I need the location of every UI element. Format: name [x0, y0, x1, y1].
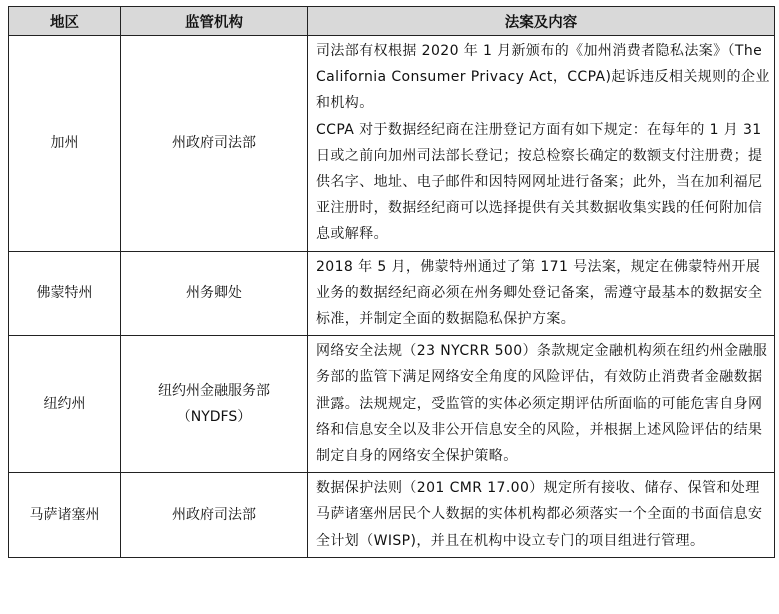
content-paragraph: 2018 年 5 月，佛蒙特州通过了第 171 号法案，规定在佛蒙特州开展业务的数据经纪商必须在州务卿处登记备案，需遵守最基本的数据安全标准，并制定全面的数据隐私保护方案。 [316, 258, 763, 328]
agency-cell: 州政府司法部 [121, 36, 308, 252]
region-cell: 纽约州 [9, 336, 121, 473]
content-cell [308, 251, 775, 336]
region-cell: 马萨诸塞州 [9, 473, 121, 558]
agency-cell: 州务卿处 [121, 251, 308, 336]
content-paragraph: 司法部有权根据 2020 年 1 月新颁布的《加州消费者隐私法案》（The California Consumer Privacy Act，CCPA)起诉违反相关规则的企业和机构。 [316, 43, 770, 112]
content-paragraph: 数据保护法则（201 CMR 17.00）规定所有接收、储存、保管和处理马萨诸塞州居民个人数据的实体机构都必须落实一个全面的书面信息安全计划（WISP)，并且在机构中设立专门的项目组进行管理。 [316, 480, 763, 549]
header-region: 地区 [9, 7, 121, 36]
agency-cell: 州政府司法部 [121, 473, 308, 558]
header-row [9, 7, 775, 36]
content-paragraph: CCPA 对于数据经纪商在注册登记方面有如下规定：在每年的 1 月 31 日或之前向加州司法部长登记；按总检察长确定的数额支付注册费；提供名字、地址、电子邮件和因特网网址进行备案；此外，当在加利福尼亚注册时，数据经纪商可以选择提供有关其数据收集实践的任何附加信息或解释。 [316, 121, 763, 243]
regulation-table [8, 6, 775, 558]
table-row-massachusetts [9, 473, 775, 558]
table-row-vermont [9, 251, 775, 336]
agency-abbreviation: （NYDFS） [176, 409, 252, 426]
table-row-california [9, 36, 775, 252]
header-content: 法案及内容 [308, 7, 775, 36]
region-cell: 加州 [9, 36, 121, 252]
agency-cell [121, 336, 308, 473]
region-cell: 佛蒙特州 [9, 251, 121, 336]
content-cell [308, 336, 775, 473]
content-cell [308, 473, 775, 558]
table-row-new-york [9, 336, 775, 473]
agency-name: 纽约州金融服务部 [158, 383, 270, 400]
content-cell [308, 36, 775, 252]
content-paragraph: 网络安全法规（23 NYCRR 500）条款规定金融机构须在纽约州金融服务部的监管下满足网络安全角度的风险评估，有效防止消费者金融数据泄露。法规规定，受监管的实体必须定期评估所面临的可能危害自身网络和信息安全以及非公开信息安全的风险，并根据上述风险评估的结果制定自身的网络安全保护策略。 [316, 343, 768, 465]
header-agency: 监管机构 [121, 7, 308, 36]
